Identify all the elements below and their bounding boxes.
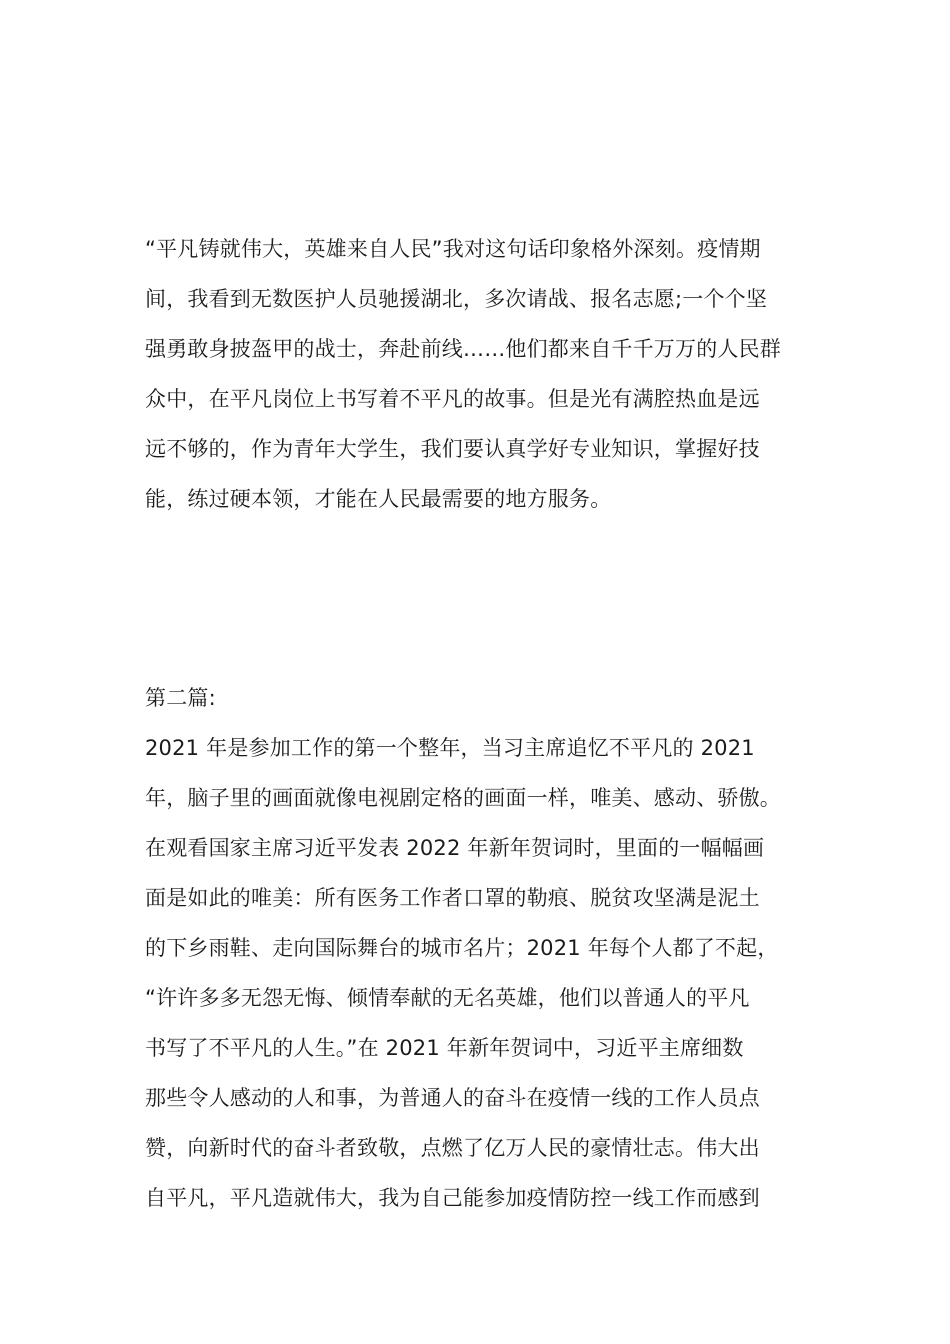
section-2-line: “许许多多无怨无悔、倾情奉献的无名英雄，他们以普通人的平凡 bbox=[145, 986, 750, 1010]
section-2-heading: 第二篇: bbox=[145, 686, 216, 710]
paragraph-1-line: “平凡铸就伟大，英雄来自人民”我对这句话印象格外深刻。疫情期 bbox=[145, 237, 761, 261]
section-2-line: 2021 年是参加工作的第一个整年，当习主席追忆不平凡的 2021 bbox=[145, 736, 755, 760]
section-2-line: 书写了不平凡的人生。”在 2021 年新年贺词中，习近平主席细数 bbox=[145, 1036, 744, 1060]
section-2-line: 的下乡雨鞋、走向国际舞台的城市名片；2021 年每个人都了不起， bbox=[145, 936, 779, 960]
section-2-line: 面是如此的唯美：所有医务工作者口罩的勒痕、脱贫攻坚满是泥土 bbox=[145, 886, 760, 910]
paragraph-1-line: 强勇敢身披盔甲的战士，奔赴前线……他们都来自千千万万的人民群 bbox=[145, 337, 781, 361]
paragraph-1-line: 能，练过硬本领，才能在人民最需要的地方服务。 bbox=[145, 487, 612, 511]
paragraph-1-line: 间，我看到无数医护人员驰援湖北，多次请战、报名志愿;一个个坚 bbox=[145, 287, 768, 311]
paragraph-1-line: 众中，在平凡岗位上书写着不平凡的故事。但是光有满腔热血是远 bbox=[145, 387, 760, 411]
section-2-line: 在观看国家主席习近平发表 2022 年新年贺词时，里面的一幅幅画 bbox=[145, 836, 765, 860]
section-2-line: 赞，向新时代的奋斗者致敬，点燃了亿万人民的豪情壮志。伟大出 bbox=[145, 1136, 760, 1160]
section-2-line: 自平凡，平凡造就伟大，我为自己能参加疫情防控一线工作而感到 bbox=[145, 1186, 760, 1210]
section-2-line: 年，脑子里的画面就像电视剧定格的画面一样，唯美、感动、骄傲。 bbox=[145, 786, 781, 810]
section-2-line: 那些令人感动的人和事，为普通人的奋斗在疫情一线的工作人员点 bbox=[145, 1086, 760, 1110]
paragraph-1-line: 远不够的，作为青年大学生，我们要认真学好专业知识，掌握好技 bbox=[145, 437, 760, 461]
